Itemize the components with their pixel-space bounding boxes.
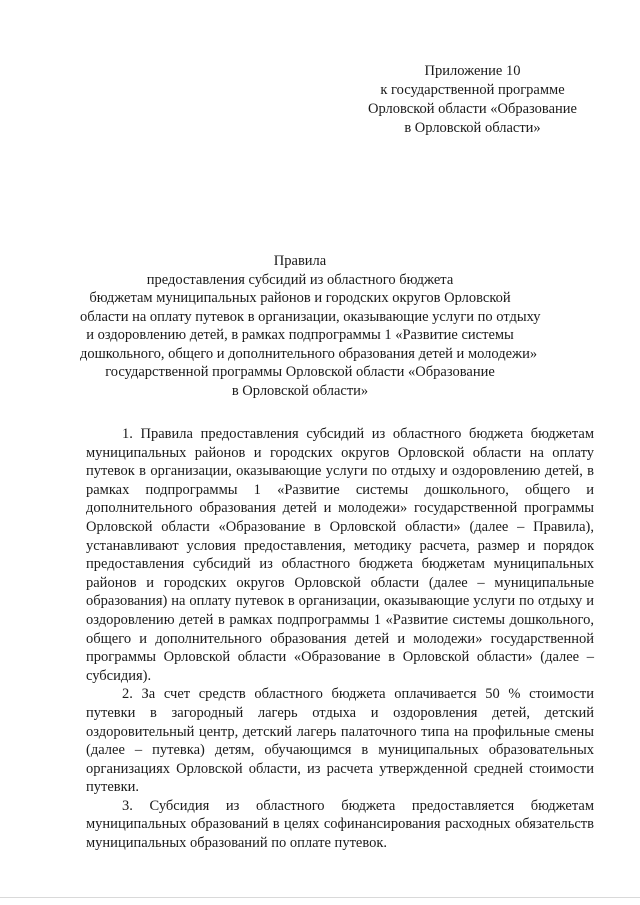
page-bottom-edge — [0, 897, 640, 901]
appendix-line: Орловской области «Образование — [368, 101, 577, 117]
paragraph-2: 2. За счет средств областного бюджета оплачивается 50 % стоимости путевки в загородный лагерь отдыха и оздоровления детей, детский оздоровительный центр, детский лагерь палаточного типа на профильные смены (далее – путевка) детям, обучающимся в муниципальных образовательных организациях Орловской области, из расчета утвержденной средней стоимости путевки. — [86, 686, 594, 796]
appendix-line: к государственной программе — [380, 82, 565, 98]
title-line: дошкольного, общего и дополнительного образования детей и молодежи» — [80, 345, 538, 362]
title-line: области на оплату путевок в организации, оказывающие услуги по отдыху — [80, 308, 541, 325]
paragraph-3: 3. Субсидия из областного бюджета предоставляется бюджетам муниципальных образований в целях софинансирования расходных обязательств муниципальных образований по оплате путевок. — [86, 797, 594, 852]
title-line: в Орловской области» — [231, 382, 369, 399]
paragraph-1: 1. Правила предоставления субсидий из областного бюджета бюджетам муниципальных районов и городских округов Орловской области на оплату путевок в организации, оказывающие услуги по отдыху и оздоровлению детей, в рамках подпрограммы 1 «Развитие системы дошкольного, общего и дополнительного образования детей и молодежи» государственной программы Орловской области «Образование в Орловской области» (далее – Правила), устанавливают условия предоставления, методику расчета, размер и порядок предоставления субсидий из областного бюджета бюджетам муниципальных районов и городских округов Орловской области (далее – муниципальные образования) на оплату путевок в организации, оказывающие услуги по отдыху и оздоровлению детей в рамках подпрограммы 1 «Развитие системы дошкольного, общего и дополнительного образования детей и молодежи» государственной программы Орловской области «Образование в Орловской области» (далее – субсидия). — [86, 426, 594, 684]
appendix-header — [350, 62, 595, 138]
appendix-line: в Орловской области» — [404, 120, 541, 136]
title-line: государственной программы Орловской области «Образование — [105, 364, 495, 380]
appendix-line: Приложение 10 — [424, 63, 521, 79]
document-body — [86, 425, 594, 853]
title-line: Правила — [273, 253, 327, 269]
document-title — [80, 252, 541, 400]
title-line: бюджетам муниципальных районов и городских округов Орловской — [89, 290, 511, 306]
title-line: предоставления субсидий из областного бюджета — [146, 271, 454, 288]
title-line: и оздоровлению детей, в рамках подпрограммы 1 «Развитие системы — [86, 327, 514, 343]
